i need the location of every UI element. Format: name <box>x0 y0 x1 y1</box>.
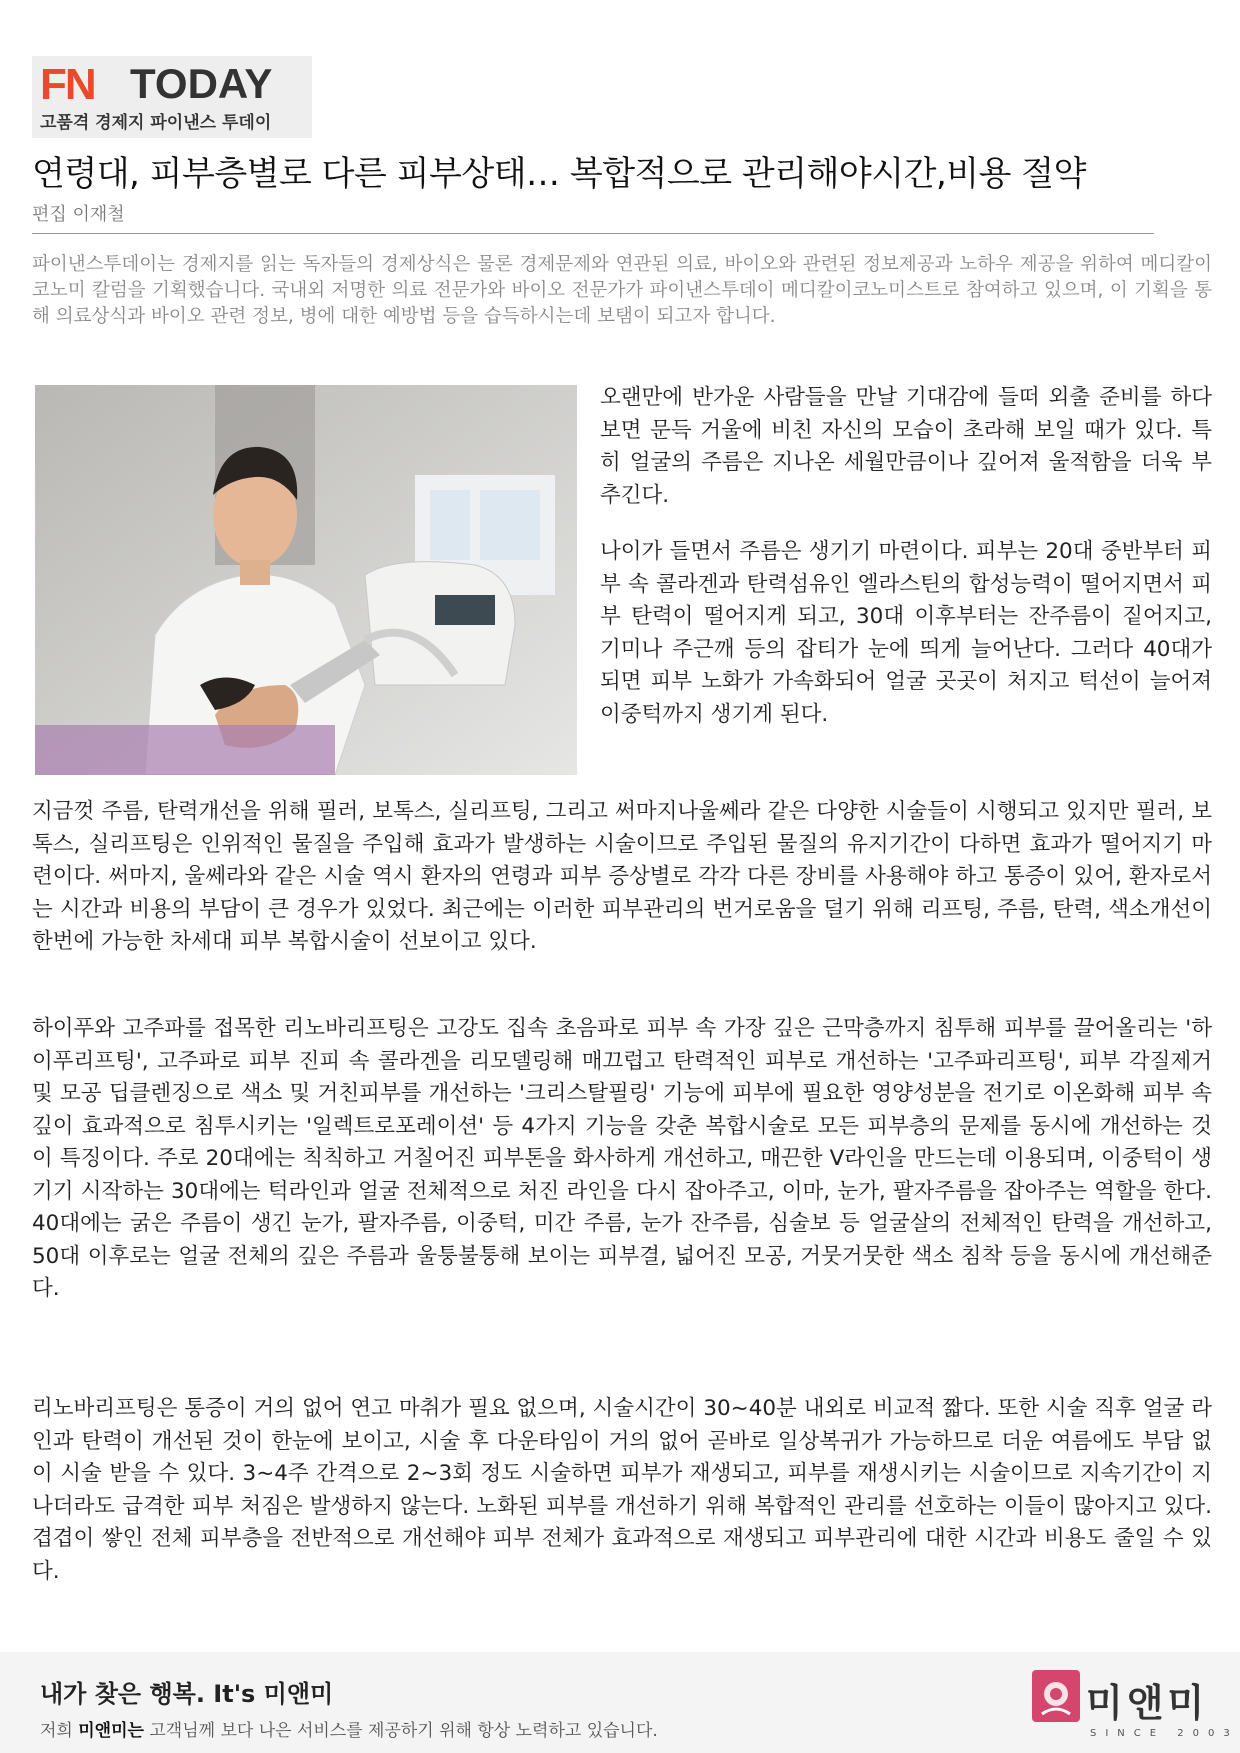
flower-logo-icon <box>1032 1670 1080 1722</box>
logo-subtitle: 고품격 경제지 파이낸스 투데이 <box>40 113 272 133</box>
doctor-treatment-image <box>35 385 577 775</box>
fn-today-logo <box>32 56 312 138</box>
paragraph-2: 나이가 들면서 주름은 생기기 마련이다. 피부는 20대 중반부터 피부 속 콜라겐과 탄력섬유인 엘라스틴의 합성능력이 떨어지면서 피부 탄력이 떨어지게 되고, 30대 이후부터는 잔주름이 짙어지고, 기미나 주근깨 등의 잡티가 눈에 띄게 늘어난다. 그러다 40대가 되면 피부 노화가 가속화되어 얼굴 곳곳이 처지고 턱선이 늘어져 이중턱까지 생기게 된다. <box>600 539 1212 727</box>
header-divider <box>32 233 1154 234</box>
article-byline: 편집 이재철 <box>32 204 125 225</box>
footer-desc-suffix: 고객님께 보다 나은 서비스를 제공하기 위해 항상 노력하고 있습니다. <box>143 1721 658 1741</box>
article-intro: 파이낸스투데이는 경제지를 읽는 독자들의 경제상식은 물론 경제문제와 연관된 의료, 바이오와 관련된 정보제공과 노하우 제공을 위하여 메디칼이코노미 칼럼을 기획했습니다. 국내외 저명한 의료 전문가와 바이오 전문가가 파이낸스투데이 메디칼이코노미스트로 참여하고 있으며, 이 기획을 통해 의료상식과 바이오 관련 정보, 병에 대한 예방법 등을 습득하시는데 보탬이 되고자 합니다. <box>32 254 1212 327</box>
paragraph-3: 지금껏 주름, 탄력개선을 위해 필러, 보톡스, 실리프팅, 그리고 써마지나울쎄라 같은 다양한 시술들이 시행되고 있지만 필러, 보톡스, 실리프팅은 인위적인 물질을 주입해 효과가 발생하는 시술이므로 주입된 물질의 유지기간이 다하면 효과가 떨어지기 마련이다. 써마지, 울쎄라와 같은 시술 역시 환자의 연령과 피부 증상별로 각각 다른 장비를 사용해야 하고 통증이 있어, 환자로서는 시간과 비용의 부담이 큰 경우가 있었다. 최근에는 이러한 피부관리의 번거로움을 덜기 위해 리프팅, 주름, 탄력, 색소개선이 한번에 가능한 차세대 피부 복합시술이 선보이고 있다. <box>32 799 1212 954</box>
footer-brand-since: SINCE 2003 <box>1090 1728 1239 1739</box>
footer-brand-name: 미앤미 <box>1086 1681 1209 1725</box>
paragraph-5: 리노바리프팅은 통증이 거의 없어 연고 마취가 필요 없으며, 시술시간이 30~40분 내외로 비교적 짧다. 또한 시술 직후 얼굴 라인과 탄력이 개선된 것이 한눈에 보이고, 시술 후 다운타임이 거의 없어 곧바로 일상복귀가 가능하므로 더운 여름에도 부담 없이 시술 받을 수 있다. 3~4주 간격으로 2~3회 정도 시술하면 피부가 재생되고, 피부를 재생시키는 시술이므로 지속기간이 지나더라도 급격한 피부 처짐은 발생하지 않는다. 노화된 피부를 개선하기 위해 복합적인 관리를 선호하는 이들이 많아지고 있다. 겹겹이 쌓인 전체 피부층을 전반적으로 개선해야 피부 전체가 효과적으로 재생되고 피부관리에 대한 시간과 비용도 줄일 수 있다. <box>32 1396 1212 1584</box>
article-photo <box>35 385 577 775</box>
paragraph-4: 하이푸와 고주파를 접목한 리노바리프팅은 고강도 집속 초음파로 피부 속 가장 깊은 근막층까지 침투해 피부를 끌어올리는 '하이푸리프팅', 고주파로 피부 진피 속 콜라겐을 리모델링해 매끄럽고 탄력적인 피부로 개선하는 '고주파리프팅', 피부 각질제거 및 모공 딥클렌징으로 색소 및 거친피부를 개선하는 '크리스탈필링' 기능에 피부에 필요한 영양성분을 전기로 이온화해 피부 속 깊이 효과적으로 침투시키는 '일렉트로포레이션' 등 4가지 기능을 갖춘 복합시술로 모든 피부층의 문제를 동시에 개선하는 것이 특징이다. 주로 20대에는 칙칙하고 거칠어진 피부톤을 화사하게 개선하고, 매끈한 V라인을 만드는데 이용되며, 이중턱이 생기기 시작하는 30대에는 턱라인과 얼굴 전체적으로 처진 라인을 다시 잡아주고, 이마, 눈가, 팔자주름을 잡아주는 역할을 한다. 40대에는 굵은 주름이 생긴 눈가, 팔자주름, 이중턱, 미간 주름, 눈가 잔주름, 심술보 등 얼굴살의 전체적인 탄력을 개선하고, 50대 이후로는 얼굴 전체의 깊은 주름과 울퉁불퉁해 보이는 피부결, 넓어진 모공, 거뭇거뭇한 색소 침착 등을 동시에 개선해준다. <box>32 1016 1212 1301</box>
footer-desc-brand: 미앤미는 <box>78 1721 144 1741</box>
paragraph-1: 오랜만에 반가운 사람들을 만날 기대감에 들떠 외출 준비를 하다보면 문득 거울에 비친 자신의 모습이 초라해 보일 때가 있다. 특히 얼굴의 주름은 지나온 세월만큼이나 깊어져 울적함을 더욱 부추긴다. <box>600 385 1212 508</box>
footer-description <box>40 1716 658 1741</box>
logo-fn-text: FN <box>40 60 95 109</box>
footer-banner <box>0 1652 1240 1753</box>
footer-slogan: 내가 찾은 행복. It's 미앤미 <box>40 1680 334 1708</box>
article-title: 연령대, 피부층별로 다른 피부상태… 복합적으로 관리해야시간,비용 절약 <box>32 154 1086 194</box>
logo-today-text: TODAY <box>130 60 273 107</box>
footer-desc-prefix: 저희 <box>40 1721 79 1741</box>
